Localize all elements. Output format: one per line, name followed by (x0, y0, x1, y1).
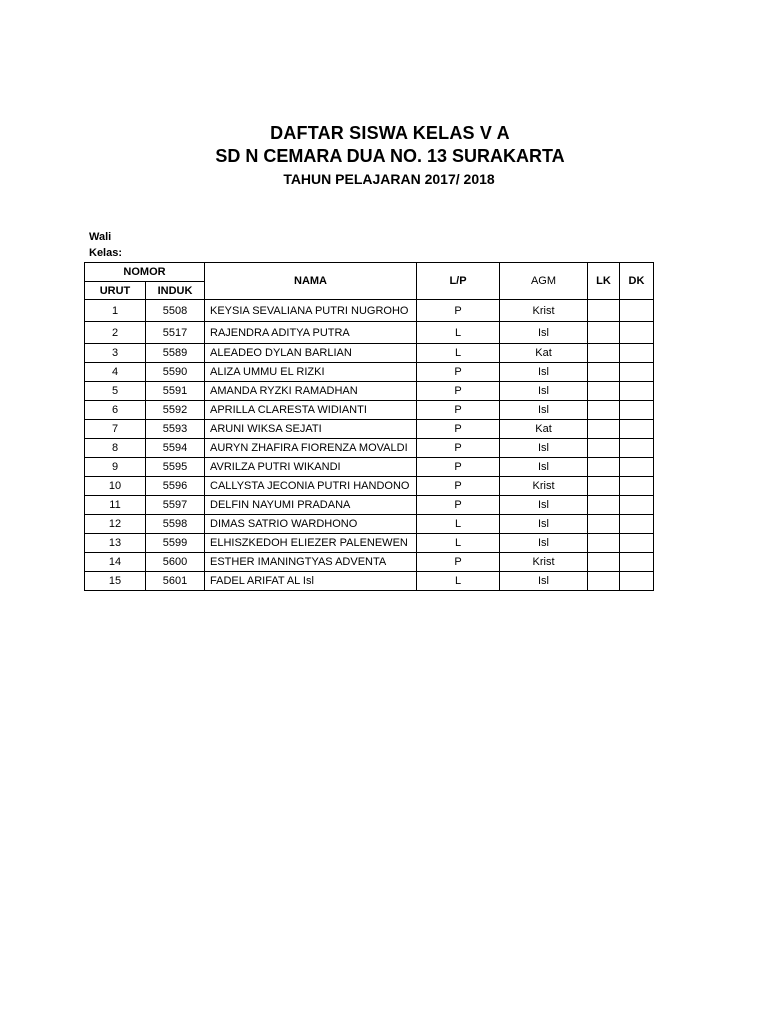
table-row (85, 363, 654, 382)
table-row (85, 572, 654, 591)
table-row (85, 458, 654, 477)
cell-dk (620, 382, 654, 401)
cell-urut: 3 (85, 344, 146, 363)
header-nomor: NOMOR (85, 263, 205, 282)
table-row (85, 553, 654, 572)
cell-lp: P (417, 439, 500, 458)
cell-lk (588, 382, 620, 401)
table-row (85, 382, 654, 401)
cell-agm: Isl (500, 439, 588, 458)
cell-lk (588, 458, 620, 477)
cell-lk (588, 439, 620, 458)
cell-dk (620, 401, 654, 420)
cell-dk (620, 322, 654, 344)
cell-agm: Krist (500, 300, 588, 322)
cell-nama: ALIZA UMMU EL RIZKI (205, 363, 417, 382)
header-dk: DK (620, 263, 654, 300)
cell-dk (620, 344, 654, 363)
cell-induk: 5596 (146, 477, 205, 496)
cell-urut: 8 (85, 439, 146, 458)
table-row (85, 496, 654, 515)
table-row (85, 420, 654, 439)
cell-lk (588, 534, 620, 553)
cell-dk (620, 477, 654, 496)
cell-dk (620, 458, 654, 477)
cell-dk (620, 439, 654, 458)
cell-lp: P (417, 382, 500, 401)
cell-lp: L (417, 344, 500, 363)
cell-urut: 5 (85, 382, 146, 401)
header-lp: L/P (417, 263, 500, 300)
cell-induk: 5595 (146, 458, 205, 477)
table-row (85, 477, 654, 496)
cell-induk: 5594 (146, 439, 205, 458)
cell-dk (620, 300, 654, 322)
cell-nama: AMANDA RYZKI RAMADHAN (205, 382, 417, 401)
header-induk: INDUK (146, 282, 205, 300)
wali-label-line2: Kelas: (89, 247, 123, 259)
cell-nama: AVRILZA PUTRI WIKANDI (205, 458, 417, 477)
cell-nama: DELFIN NAYUMI PRADANA (205, 496, 417, 515)
cell-dk (620, 496, 654, 515)
cell-lp: L (417, 572, 500, 591)
cell-dk (620, 534, 654, 553)
cell-dk (620, 363, 654, 382)
cell-lk (588, 401, 620, 420)
cell-nama: ESTHER IMANINGTYAS ADVENTA (205, 553, 417, 572)
wali-kelas-label (89, 229, 122, 261)
table-row (85, 439, 654, 458)
cell-dk (620, 420, 654, 439)
cell-induk: 5599 (146, 534, 205, 553)
cell-nama: RAJENDRA ADITYA PUTRA (205, 322, 417, 344)
cell-lp: P (417, 420, 500, 439)
cell-lk (588, 322, 620, 344)
cell-induk: 5593 (146, 420, 205, 439)
cell-lp: P (417, 363, 500, 382)
cell-urut: 4 (85, 363, 146, 382)
table-row (85, 534, 654, 553)
table-row (85, 344, 654, 363)
cell-agm: Isl (500, 382, 588, 401)
cell-lp: P (417, 553, 500, 572)
cell-lk (588, 300, 620, 322)
cell-agm: Kat (500, 344, 588, 363)
header-lk: LK (588, 263, 620, 300)
cell-urut: 10 (85, 477, 146, 496)
table-row (85, 515, 654, 534)
cell-lp: P (417, 401, 500, 420)
cell-urut: 11 (85, 496, 146, 515)
cell-induk: 5508 (146, 300, 205, 322)
cell-lk (588, 553, 620, 572)
cell-lk (588, 572, 620, 591)
cell-urut: 2 (85, 322, 146, 344)
cell-nama: AURYN ZHAFIRA FIORENZA MOVALDI (205, 439, 417, 458)
cell-agm: Isl (500, 496, 588, 515)
cell-urut: 1 (85, 300, 146, 322)
cell-agm: Kat (500, 420, 588, 439)
cell-lp: L (417, 534, 500, 553)
cell-agm: Krist (500, 477, 588, 496)
cell-nama: KEYSIA SEVALIANA PUTRI NUGROHO (205, 300, 417, 322)
cell-nama: ELHISZKEDOH ELIEZER PALENEWEN (205, 534, 417, 553)
table-row (85, 322, 654, 344)
cell-lk (588, 477, 620, 496)
wali-label-line1: Wali (89, 231, 112, 243)
cell-induk: 5592 (146, 401, 205, 420)
cell-lp: P (417, 458, 500, 477)
cell-lk (588, 344, 620, 363)
cell-induk: 5598 (146, 515, 205, 534)
cell-dk (620, 515, 654, 534)
cell-urut: 13 (85, 534, 146, 553)
cell-agm: Isl (500, 401, 588, 420)
header-agm: AGM (500, 263, 588, 300)
cell-urut: 7 (85, 420, 146, 439)
table-row (85, 300, 654, 322)
cell-nama: FADEL ARIFAT AL Isl (205, 572, 417, 591)
document-title: DAFTAR SISWA KELAS V A (270, 123, 510, 143)
cell-induk: 5517 (146, 322, 205, 344)
cell-lk (588, 496, 620, 515)
student-table (84, 262, 654, 591)
academic-year: TAHUN PELAJARAN 2017/ 2018 (283, 171, 495, 187)
cell-lp: P (417, 477, 500, 496)
cell-induk: 5589 (146, 344, 205, 363)
school-name: SD N CEMARA DUA NO. 13 SURAKARTA (215, 146, 565, 166)
cell-nama: CALLYSTA JECONIA PUTRI HANDONO (205, 477, 417, 496)
cell-lk (588, 515, 620, 534)
cell-urut: 14 (85, 553, 146, 572)
cell-agm: Isl (500, 515, 588, 534)
cell-agm: Isl (500, 322, 588, 344)
cell-dk (620, 572, 654, 591)
cell-agm: Isl (500, 534, 588, 553)
cell-urut: 15 (85, 572, 146, 591)
cell-induk: 5600 (146, 553, 205, 572)
cell-induk: 5591 (146, 382, 205, 401)
cell-urut: 12 (85, 515, 146, 534)
cell-lp: P (417, 496, 500, 515)
cell-agm: Isl (500, 458, 588, 477)
table-row (85, 401, 654, 420)
cell-agm: Isl (500, 363, 588, 382)
cell-induk: 5597 (146, 496, 205, 515)
cell-lp: P (417, 300, 500, 322)
cell-nama: DIMAS SATRIO WARDHONO (205, 515, 417, 534)
cell-lk (588, 420, 620, 439)
cell-induk: 5590 (146, 363, 205, 382)
cell-agm: Krist (500, 553, 588, 572)
cell-nama: APRILLA CLARESTA WIDIANTI (205, 401, 417, 420)
header-urut: URUT (85, 282, 146, 300)
cell-lp: L (417, 515, 500, 534)
cell-dk (620, 553, 654, 572)
cell-induk: 5601 (146, 572, 205, 591)
cell-nama: ALEADEO DYLAN BARLIAN (205, 344, 417, 363)
cell-urut: 6 (85, 401, 146, 420)
cell-urut: 9 (85, 458, 146, 477)
cell-lk (588, 363, 620, 382)
cell-agm: Isl (500, 572, 588, 591)
header-nama: NAMA (205, 263, 417, 300)
cell-lp: L (417, 322, 500, 344)
cell-nama: ARUNI WIKSA SEJATI (205, 420, 417, 439)
